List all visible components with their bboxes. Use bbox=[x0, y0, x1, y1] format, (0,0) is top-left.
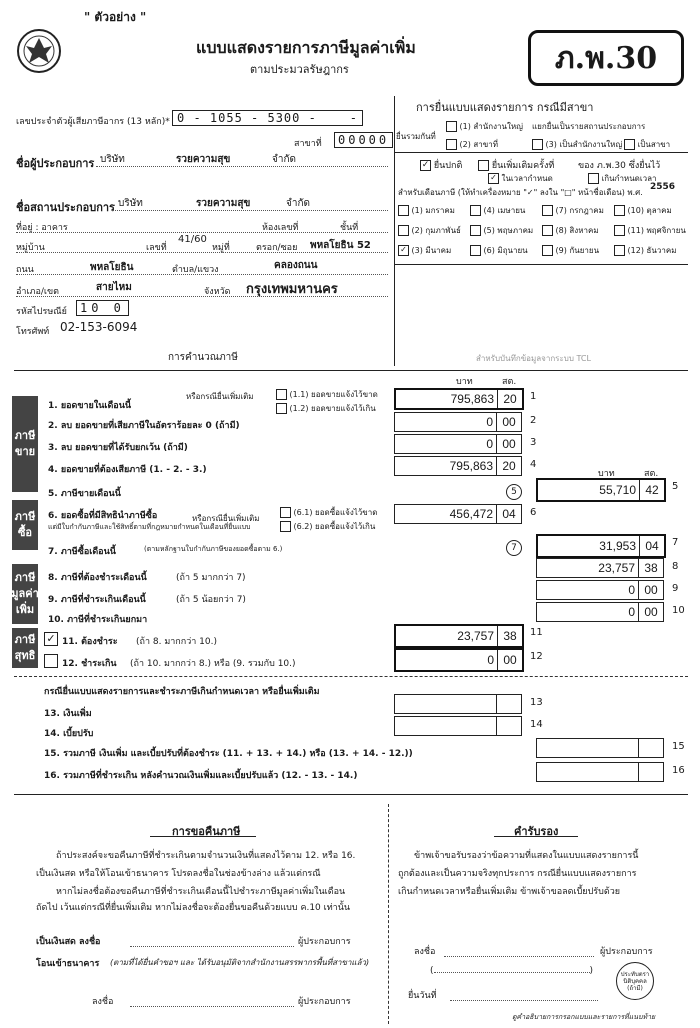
line-1-opt2[interactable]: (1.2) ยอดขายแจ้งไว้เกิน bbox=[276, 402, 376, 415]
col-satang-2: สต. bbox=[644, 469, 659, 479]
amount-baht: 0 bbox=[486, 415, 493, 429]
amount-field-line-7[interactable] bbox=[536, 534, 666, 558]
line-12-checkbox[interactable] bbox=[44, 654, 58, 668]
checkbox[interactable] bbox=[276, 403, 287, 414]
soi-label: ตรอก/ซอย bbox=[256, 243, 298, 253]
line-number: 10 bbox=[672, 605, 685, 616]
cash-sign-line[interactable] bbox=[130, 946, 294, 947]
branch-option-5[interactable]: เป็นสาขา bbox=[624, 138, 670, 151]
operator-label: ชื่อผู้ประกอบการ bbox=[16, 157, 95, 170]
amount-field-line-13[interactable] bbox=[394, 694, 522, 714]
place-prefix: บริษัท bbox=[118, 198, 143, 209]
col-baht-2: บาท bbox=[598, 469, 615, 479]
line-number: 3 bbox=[530, 437, 537, 448]
postcode-label: รหัสไปรษณีย์ bbox=[16, 307, 67, 317]
month-label: (8) สิงหาคม bbox=[553, 226, 599, 235]
month-label: (10) ตุลาคม bbox=[625, 206, 672, 215]
month-label: (11) พฤศจิกายน bbox=[625, 226, 686, 235]
checkbox[interactable] bbox=[614, 245, 625, 256]
form-subtitle: ตามประมวลรัษฎากร bbox=[250, 63, 349, 76]
checkbox[interactable] bbox=[446, 121, 457, 132]
section-purchase: ภาษี ซื้อ bbox=[12, 500, 38, 550]
middle-divider bbox=[388, 804, 389, 1024]
amount-field-line-3[interactable] bbox=[394, 434, 522, 454]
month-label: (5) พฤษภาคม bbox=[481, 226, 534, 235]
amount-satang: 38 bbox=[497, 626, 522, 646]
amount-baht bbox=[395, 695, 496, 713]
checkbox[interactable] bbox=[276, 389, 287, 400]
amount-field-line-4[interactable] bbox=[394, 456, 522, 476]
amount-satang: 42 bbox=[639, 480, 664, 500]
calc-heading: การคำนวณภาษี bbox=[168, 352, 238, 363]
month-label: (7) กรกฎาคม bbox=[553, 206, 604, 215]
line-7-label: 7. ภาษีซื้อเดือนนี้ bbox=[48, 547, 116, 557]
subdistrict-value[interactable]: คลองถนน bbox=[274, 260, 318, 271]
month-label: (3) มีนาคม bbox=[409, 246, 452, 255]
branch-label: สาขาที่ bbox=[294, 139, 322, 149]
line-9-label: 9. ภาษีที่ชำระเกินเดือนนี้ bbox=[48, 595, 146, 605]
branch-option-4[interactable]: (3) เป็นสำนักงานใหญ่ bbox=[532, 138, 622, 151]
amount-satang bbox=[638, 739, 663, 757]
province-value[interactable]: กรุงเทพมหานคร bbox=[246, 282, 338, 297]
line-16-label: 16. รวมภาษีที่ชำระเกิน หลังคำนวณเงินเพิ่มและเบี้ยปรับแล้ว (12. - 13. - 14.) bbox=[44, 771, 358, 781]
form-code-box bbox=[528, 30, 684, 86]
bank-note: (ตามที่ได้ยื่นคำขอฯ และ ได้รับอนุมัติจากสำนักงานสรรพากรพื้นที่สาขาแล้ว) bbox=[110, 958, 370, 967]
amount-satang: 00 bbox=[496, 413, 521, 431]
amount-field-line-1[interactable] bbox=[394, 388, 524, 410]
refund-text-1: ถ้าประสงค์จะขอคืนภาษีที่ชำระเกินตามจำนวนเงินที่แสดงไว้ตาม 12. หรือ 16. bbox=[56, 851, 356, 861]
amount-field-line-11[interactable] bbox=[394, 624, 524, 648]
line-number: 12 bbox=[530, 651, 543, 662]
dashed-divider bbox=[14, 676, 688, 677]
line-number: 14 bbox=[530, 719, 543, 730]
line-12-label: 12. ชำระเกิน bbox=[62, 659, 117, 669]
amount-baht: 31,953 bbox=[599, 539, 636, 553]
month-label: (12) ธันวาคม bbox=[625, 246, 677, 255]
checkbox[interactable] bbox=[532, 139, 543, 150]
of-label: ของ ภ.พ.30 ซึ่งยื่นไว้ bbox=[578, 161, 661, 171]
province-label: จังหวัด bbox=[204, 287, 231, 297]
amount-satang bbox=[496, 717, 521, 735]
line-6-opt2[interactable]: (6.2) ยอดซื้อแจ้งไว้เกิน bbox=[280, 520, 375, 533]
checkbox[interactable] bbox=[280, 507, 291, 518]
line-6-note: หรือกรณียื่นเพิ่มเติม bbox=[192, 514, 260, 523]
branch-field[interactable]: 00000 bbox=[334, 132, 393, 148]
bank-label: โอนเข้าธนาคาร bbox=[36, 959, 100, 969]
month-option[interactable] bbox=[542, 204, 604, 217]
phone-label: โทรศัพท์ bbox=[16, 327, 50, 337]
branch-option-1[interactable]: (1) สำนักงานใหญ่ bbox=[446, 120, 523, 133]
certify-footer: ดูคำอธิบายการกรอกแบบและรายการที่แนบท้าย bbox=[512, 1013, 656, 1021]
bank-sign-label: ลงชื่อ bbox=[92, 997, 114, 1007]
amount-baht: 0 bbox=[628, 583, 635, 597]
certify-title-line bbox=[494, 836, 578, 837]
line-number: 13 bbox=[530, 697, 543, 708]
place-name[interactable]: รวยความสุข bbox=[196, 198, 251, 209]
line-number: 16 bbox=[672, 765, 685, 776]
amount-field-line-8[interactable] bbox=[536, 558, 664, 578]
amount-satang: 38 bbox=[638, 559, 663, 577]
certify-operator: ผู้ประกอบการ bbox=[600, 947, 653, 957]
amount-field-line-6[interactable] bbox=[394, 504, 522, 524]
floor-label: ชั้นที่ bbox=[340, 223, 359, 233]
cash-label: เป็นเงินสด ลงชื่อ bbox=[36, 937, 101, 947]
line-4-label: 4. ยอดขายที่ต้องเสียภาษี (1. - 2. - 3.) bbox=[48, 465, 207, 475]
certify-date-label: ยื่นวันที่ bbox=[408, 991, 437, 1001]
amount-satang: 04 bbox=[496, 505, 521, 523]
additional-filing[interactable]: ยื่นเพิ่มเติมครั้งที่ bbox=[478, 158, 554, 172]
month-option[interactable] bbox=[398, 204, 455, 217]
line-number: 9 bbox=[672, 583, 679, 594]
district-value[interactable]: สายไหม bbox=[96, 282, 132, 293]
month-option[interactable] bbox=[470, 244, 528, 257]
tax-year[interactable]: 2556 bbox=[650, 182, 676, 192]
checkbox[interactable] bbox=[542, 225, 553, 236]
col-baht-1: บาท bbox=[456, 377, 473, 387]
refund-text-3: หากไม่ลงชื่อต้องขอคืนภาษีที่ชำระเกินเดือนนี้ไปชำระภาษีมูลค่าเพิ่มในเดือน bbox=[56, 887, 346, 897]
amount-satang: 20 bbox=[496, 457, 521, 475]
stamp-note: สำหรับบันทึกข้อมูลจากระบบ TCL bbox=[476, 354, 591, 363]
garuda-emblem-icon bbox=[16, 28, 62, 74]
line-11-checkbox[interactable]: ✓ bbox=[44, 632, 58, 646]
amount-baht: 23,757 bbox=[457, 629, 494, 643]
amount-field-line-5[interactable] bbox=[536, 478, 666, 502]
cash-operator: ผู้ประกอบการ bbox=[298, 937, 351, 947]
checkbox[interactable] bbox=[398, 205, 409, 216]
amount-baht: 55,710 bbox=[599, 483, 636, 497]
road-label: ถนน bbox=[16, 265, 34, 275]
divider bbox=[394, 152, 688, 153]
refund-text-2: เป็นเงินสด หรือให้โอนเข้าธนาคาร โปรดลงชื่อในช่องข้างล่าง แล้วแต่กรณี bbox=[36, 869, 321, 879]
month-option[interactable] bbox=[542, 244, 599, 257]
checkbox[interactable] bbox=[614, 205, 625, 216]
seal-text: ประทับตรา นิติบุคคล (ถ้ามี) bbox=[620, 970, 650, 992]
checkbox[interactable] bbox=[398, 225, 409, 236]
checkbox[interactable] bbox=[446, 139, 457, 150]
month-option[interactable] bbox=[470, 204, 525, 217]
moo-label: หมู่ที่ bbox=[212, 243, 230, 253]
number-value[interactable]: 41/60 bbox=[178, 234, 207, 245]
line-number: 7 bbox=[672, 537, 679, 548]
branch-filing-heading: การยื่นแบบแสดงรายการ กรณีมีสาขา bbox=[416, 101, 594, 114]
operator-prefix: บริษัท bbox=[100, 154, 125, 165]
line-5-label: 5. ภาษีขายเดือนนี้ bbox=[48, 489, 121, 499]
checkbox[interactable] bbox=[614, 225, 625, 236]
certify-sign-line[interactable] bbox=[444, 956, 594, 957]
line-13-label: 13. เงินเพิ่ม bbox=[44, 709, 92, 719]
bottom-divider bbox=[14, 794, 688, 795]
line-15-label: 15. รวมภาษี เงินเพิ่ม และเบี้ยปรับที่ต้องชำระ (11. + 13. + 14.) หรือ (13. + 14. - 12.)) bbox=[44, 749, 413, 759]
district-label: อำเภอ/เขต bbox=[16, 287, 59, 297]
divider bbox=[394, 264, 688, 265]
certify-name-paren[interactable]: ( ) bbox=[430, 966, 594, 976]
refund-title-line bbox=[150, 836, 256, 837]
line-number: 1 bbox=[530, 391, 537, 402]
month-label: (1) มกราคม bbox=[409, 206, 455, 215]
tax-id-label: เลขประจำตัวผู้เสียภาษีอากร (13 หลัก)* bbox=[16, 117, 170, 127]
amount-baht: 795,863 bbox=[449, 459, 493, 473]
operator-name[interactable]: รวยความสุข bbox=[176, 154, 231, 165]
month-option[interactable] bbox=[614, 224, 686, 237]
amount-baht bbox=[395, 717, 496, 735]
line-number: 8 bbox=[672, 561, 679, 572]
subdistrict-label: ตำบล/แขวง bbox=[172, 265, 219, 275]
month-label: (2) กุมภาพันธ์ bbox=[409, 226, 461, 235]
late-time[interactable]: เกินกำหนดเวลา bbox=[588, 172, 657, 185]
checkbox[interactable] bbox=[280, 521, 291, 532]
village-line bbox=[16, 252, 388, 253]
amount-satang: 00 bbox=[497, 650, 522, 670]
certify-title: คำรับรอง bbox=[514, 825, 559, 838]
checkbox[interactable] bbox=[470, 245, 481, 256]
branch-option-3[interactable]: (2) สาขาที่ bbox=[446, 138, 498, 151]
operator-suffix: จำกัด bbox=[272, 154, 297, 165]
line-8-label: 8. ภาษีที่ต้องชำระเดือนนี้ bbox=[48, 573, 147, 583]
amount-satang: 00 bbox=[638, 581, 663, 599]
checkbox[interactable] bbox=[588, 173, 599, 184]
line-11-label: 11. ต้องชำระ bbox=[62, 637, 118, 647]
ref-circle-7: 7 bbox=[506, 540, 522, 556]
line-7-note: (ตามหลักฐานใบกำกับภาษีของยอดซื้อตาม 6.) bbox=[144, 545, 283, 553]
phone-value[interactable]: 02-153-6094 bbox=[60, 320, 138, 334]
line-6-opt1[interactable]: (6.1) ยอดซื้อแจ้งไว้ขาด bbox=[280, 506, 377, 519]
sample-label: " ตัวอย่าง " bbox=[84, 10, 147, 24]
bank-operator: ผู้ประกอบการ bbox=[298, 997, 351, 1007]
line-8-cond: (ถ้า 5 มากกว่า 7) bbox=[176, 573, 246, 583]
section-payable: ภาษี สุทธิ bbox=[12, 628, 38, 668]
line-9-cond: (ถ้า 5 น้อยกว่า 7) bbox=[176, 595, 246, 605]
line-number: 2 bbox=[530, 415, 537, 426]
month-label: (4) เมษายน bbox=[481, 206, 526, 215]
line-6-label: 6. ยอดซื้อที่มีสิทธินำภาษีซื้อ bbox=[48, 511, 158, 521]
within-time[interactable]: ✓ ในเวลากำหนด bbox=[488, 172, 553, 185]
amount-field-line-14[interactable] bbox=[394, 716, 522, 736]
line-1-label: 1. ยอดขายในเดือนนี้ bbox=[48, 401, 131, 411]
amount-field-line-16[interactable] bbox=[536, 762, 664, 782]
month-note: สำหรับเดือนภาษี (ให้ทำเครื่องหมาย "✓" ลงใน "□" หน้าชื่อเดือน) พ.ศ. bbox=[398, 188, 643, 197]
postcode-field[interactable]: 10 0 bbox=[76, 300, 129, 316]
month-label: (9) กันยายน bbox=[553, 246, 600, 255]
amount-satang: 00 bbox=[638, 603, 663, 621]
month-option[interactable] bbox=[614, 204, 672, 217]
certify-sign-label: ลงชื่อ bbox=[414, 947, 436, 957]
place-suffix: จำกัด bbox=[286, 198, 311, 209]
amount-satang bbox=[496, 695, 521, 713]
seal-circle bbox=[616, 962, 654, 1000]
line-3-label: 3. ลบ ยอดขายที่ได้รับยกเว้น (ถ้ามี) bbox=[48, 443, 188, 453]
line-10-label: 10. ภาษีที่ชำระเกินยกมา bbox=[48, 615, 148, 625]
bank-sign-line[interactable] bbox=[130, 1006, 294, 1007]
amount-baht: 23,757 bbox=[598, 561, 635, 575]
refund-title: การขอคืนภาษี bbox=[172, 825, 241, 838]
line-1-opt1[interactable]: (1.1) ยอดขายแจ้งไว้ขาด bbox=[276, 388, 378, 401]
soi-value[interactable]: พหลโยธิน 52 bbox=[310, 240, 371, 251]
amount-satang: 00 bbox=[496, 435, 521, 453]
refund-text-4: ถัดไป เว้นแต่กรณีที่ยื่นเพิ่มเติม หากไม่ลงชื่อจะต้องยื่นขอคืนด้วยแบบ ค.10 เท่านั้น bbox=[36, 903, 351, 913]
amount-satang bbox=[638, 763, 663, 781]
address-label: ที่อยู่ : อาคาร bbox=[16, 223, 68, 233]
amount-field-line-15[interactable] bbox=[536, 738, 664, 758]
section-sale: ภาษี ขาย bbox=[12, 396, 38, 492]
month-option[interactable] bbox=[542, 224, 599, 237]
amount-baht bbox=[537, 739, 638, 757]
month-option[interactable] bbox=[398, 244, 451, 257]
line-number: 11 bbox=[530, 627, 543, 638]
amount-field-line-2[interactable] bbox=[394, 412, 522, 432]
line-number: 5 bbox=[672, 481, 679, 492]
line-14-label: 14. เบี้ยปรับ bbox=[44, 729, 94, 739]
ref-circle-5: 5 bbox=[506, 484, 522, 500]
certify-text-1: ข้าพเจ้าขอรับรองว่าข้อความที่แสดงในแบบแสดงรายการนี้ bbox=[414, 851, 639, 861]
month-option[interactable] bbox=[398, 224, 461, 237]
tax-id-field[interactable]: 0 - 1055 - 5300 - - bbox=[172, 110, 363, 126]
late-heading: กรณียื่นแบบแสดงรายการและชำระภาษีเกินกำหนดเวลา หรือยื่นเพิ่มเติม bbox=[44, 687, 320, 697]
certify-text-2: ถูกต้องและเป็นความจริงทุกประการ กรณียื่นแบบแสดงรายการ bbox=[398, 869, 637, 879]
line-number: 6 bbox=[530, 507, 537, 518]
amount-satang: 20 bbox=[497, 390, 522, 408]
checkbox-checked[interactable]: ✓ bbox=[398, 245, 409, 256]
normal-filing[interactable]: ✓ ยื่นปกติ bbox=[421, 160, 463, 171]
line-2-label: 2. ลบ ยอดขายที่เสียภาษีในอัตราร้อยละ 0 (ถ้ามี) bbox=[48, 421, 240, 431]
amount-satang: 04 bbox=[639, 536, 664, 556]
section-net: ภาษี มูลค่า เพิ่ม bbox=[12, 564, 38, 624]
checkbox[interactable] bbox=[542, 205, 553, 216]
amount-field-line-9[interactable] bbox=[536, 580, 664, 600]
operator-line bbox=[96, 166, 388, 167]
checkbox[interactable] bbox=[470, 225, 481, 236]
number-label: เลขที่ bbox=[146, 243, 167, 253]
amount-field-line-10[interactable] bbox=[536, 602, 664, 622]
line-1-note: หรือกรณียื่นเพิ่มเติม bbox=[186, 392, 254, 401]
amount-baht: 0 bbox=[487, 653, 494, 667]
road-value[interactable]: พหลโยธิน bbox=[90, 262, 134, 273]
col-satang-1: สต. bbox=[502, 377, 517, 387]
form-title: แบบแสดงรายการภาษีมูลค่าเพิ่ม bbox=[196, 38, 416, 57]
line-12-cond: (ถ้า 10. มากกว่า 8.) หรือ (9. รวมกับ 10.) bbox=[130, 659, 296, 669]
amount-baht bbox=[537, 763, 638, 781]
month-option[interactable] bbox=[470, 224, 533, 237]
checkbox-checked[interactable]: ✓ bbox=[421, 160, 430, 170]
amount-baht: 795,863 bbox=[450, 392, 494, 406]
amount-baht: 0 bbox=[486, 437, 493, 451]
month-option[interactable] bbox=[614, 244, 676, 257]
branch-option-2[interactable]: แยกยื่นเป็นรายสถานประกอบการ bbox=[532, 122, 646, 131]
checkbox[interactable] bbox=[542, 245, 553, 256]
divider bbox=[14, 370, 688, 371]
form-code: ภ.พ.30 bbox=[554, 40, 658, 76]
certify-text-3: เกินกำหนดเวลาหรือยื่นเพิ่มเติม ข้าพเจ้าขอลดเบี้ยปรับด้วย bbox=[398, 887, 621, 897]
road-line bbox=[16, 274, 388, 275]
place-label: ชื่อสถานประกอบการ bbox=[16, 201, 115, 214]
checkbox-checked[interactable]: ✓ bbox=[488, 173, 499, 184]
checkbox[interactable] bbox=[470, 205, 481, 216]
line-6-sub: แต่มีใบกำกับภาษีและใช้สิทธิ์ตามที่กฎหมายกำหนดในเดือนที่ยื่นแบบ bbox=[48, 523, 251, 531]
line-number: 4 bbox=[530, 459, 537, 470]
month-label: (6) มิถุนายน bbox=[481, 246, 528, 255]
combined-label: ยื่นรวมกันที่ bbox=[396, 132, 436, 141]
checkbox[interactable] bbox=[478, 160, 489, 171]
amount-field-line-12[interactable] bbox=[394, 648, 524, 672]
line-number: 15 bbox=[672, 741, 685, 752]
district-line bbox=[16, 296, 388, 297]
village-label: หมู่บ้าน bbox=[16, 243, 45, 253]
checkbox[interactable] bbox=[624, 139, 635, 150]
room-label: ห้องเลขที่ bbox=[262, 223, 299, 233]
address-line bbox=[16, 232, 388, 233]
line-11-cond: (ถ้า 8. มากกว่า 10.) bbox=[136, 637, 217, 647]
amount-baht: 0 bbox=[628, 605, 635, 619]
certify-date-line[interactable] bbox=[450, 1000, 598, 1001]
amount-baht: 456,472 bbox=[449, 507, 493, 521]
